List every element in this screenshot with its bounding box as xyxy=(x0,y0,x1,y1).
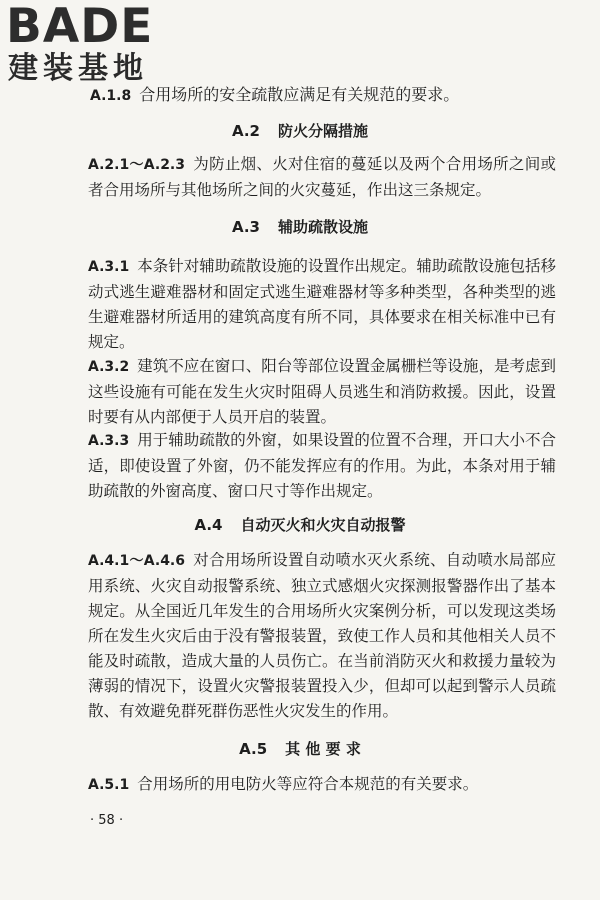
intro-line xyxy=(90,84,555,107)
clause-text: 为防止烟、火对住宿的蔓延以及两个合用场所之间或者合用场所与其他场所之间的火灾蔓延，作出这三条规定。 xyxy=(88,155,556,199)
clause-code: A.3.2 xyxy=(88,359,130,375)
clause-text: 合用场所的用电防火等应符合本规范的有关要求。 xyxy=(137,775,479,793)
paragraph-a51 xyxy=(88,772,556,798)
paragraph-a31 xyxy=(88,254,556,355)
paragraph-a4 xyxy=(88,548,556,724)
clause-code: A.4.1～A.4.6 xyxy=(88,553,185,569)
clause-code: A.3.3 xyxy=(88,433,130,449)
clause-code: A.3.1 xyxy=(88,259,130,275)
bade-logo xyxy=(6,2,176,88)
section-heading-a5 xyxy=(0,738,600,760)
section-title: 防火分隔措施 xyxy=(278,122,369,140)
paragraph-a32 xyxy=(88,354,556,430)
section-heading-a2 xyxy=(0,120,600,142)
section-title: 自动灭火和火灾自动报警 xyxy=(240,516,406,534)
section-title: 其 他 要 求 xyxy=(285,740,361,758)
clause-text: 本条针对辅助疏散设施的设置作出规定。辅助疏散设施包括移动式逃生避难器材和固定式逃生避难器材等多种类型，各种类型的逃生避难器材所适用的建筑高度有所不同，具体要求在相关标准中已有规定。 xyxy=(88,257,556,351)
clause-code: A.2.1～A.2.3 xyxy=(88,157,185,173)
section-number: A.3 xyxy=(231,218,260,236)
intro-code: A.1.8 xyxy=(90,88,132,104)
page-number: · 58 · xyxy=(90,813,124,828)
clause-text: 建筑不应在窗口、阳台等部位设置金属栅栏等设施，是考虑到这些设施有可能在发生火灾时阻碍人员逃生和消防救援。因此，设置时要有从内部便于人员开启的装置。 xyxy=(88,357,556,426)
section-number: A.2 xyxy=(231,122,260,140)
section-heading-a4 xyxy=(0,514,600,536)
section-number: A.5 xyxy=(239,740,268,758)
clause-text: 对合用场所设置自动喷水灭火系统、自动喷水局部应用系统、火灾自动报警系统、独立式感烟火灾探测报警器作出了基本规定。从全国近几年发生的合用场所火灾案例分析，可以发现这类场所在发生火灾后由于没有警报装置，致使工作人员和其他相关人员不能及时疏散，造成大量的人员伤亡。在当前消防灭火和救援力量较为薄弱的情况下，设置火灾警报装置投入少，但却可以起到警示人员疏散、有效避免群死群伤恶性火灾发生的作用。 xyxy=(88,551,556,720)
logo-subtitle: 建装基地 xyxy=(8,51,148,86)
clause-code: A.5.1 xyxy=(88,777,130,793)
paragraph-a2 xyxy=(88,152,556,203)
section-title: 辅助疏散设施 xyxy=(278,218,369,236)
section-number: A.4 xyxy=(194,516,223,534)
intro-text: 合用场所的安全疏散应满足有关规范的要求。 xyxy=(139,85,460,104)
paragraph-a33 xyxy=(88,428,556,504)
section-heading-a3 xyxy=(0,216,600,238)
clause-text: 用于辅助疏散的外窗，如果设置的位置不合理，开口大小不合适，即使设置了外窗，仍不能发挥应有的作用。为此，本条对用于辅助疏散的外窗高度、窗口尺寸等作出规定。 xyxy=(88,431,556,500)
logo-brand: BADE xyxy=(6,0,154,54)
